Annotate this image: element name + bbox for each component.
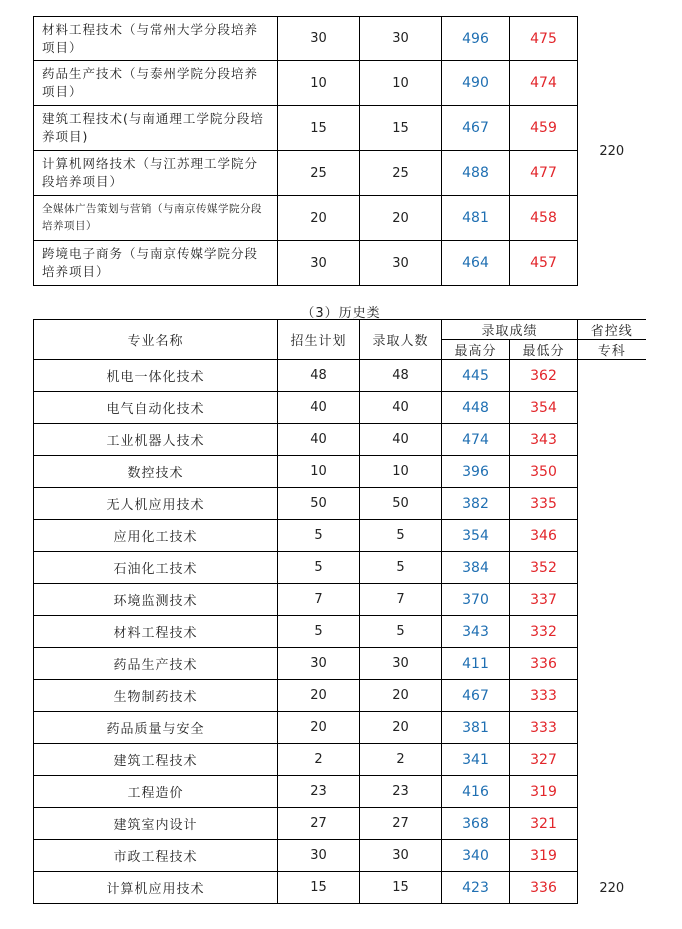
table-row xyxy=(34,584,646,616)
highest-score: 416 xyxy=(442,776,510,808)
admitted-count: 15 xyxy=(360,872,442,904)
major-name: 市政工程技术 xyxy=(34,840,278,872)
admitted-count: 23 xyxy=(360,776,442,808)
plan-count: 20 xyxy=(278,712,360,744)
highest-score: 384 xyxy=(442,552,510,584)
admitted-count: 5 xyxy=(360,552,442,584)
table-row xyxy=(34,552,646,584)
admitted-count: 20 xyxy=(360,196,442,241)
major-name: 应用化工技术 xyxy=(34,520,278,552)
table-row xyxy=(34,456,646,488)
table-row xyxy=(34,808,646,840)
major-name: 工程造价 xyxy=(34,776,278,808)
lowest-score: 333 xyxy=(510,712,578,744)
highest-score: 464 xyxy=(442,241,510,286)
control-line-value: 220 xyxy=(578,17,646,286)
plan-count: 10 xyxy=(278,61,360,106)
plan-count: 30 xyxy=(278,840,360,872)
major-name: 全媒体广告策划与营销（与南京传媒学院分段培养项目） xyxy=(34,196,278,241)
plan-count: 7 xyxy=(278,584,360,616)
highest-score: 382 xyxy=(442,488,510,520)
plan-count: 15 xyxy=(278,872,360,904)
admitted-count: 5 xyxy=(360,520,442,552)
plan-count: 40 xyxy=(278,392,360,424)
upper-admission-table xyxy=(33,16,646,286)
lowest-score: 457 xyxy=(510,241,578,286)
highest-score: 343 xyxy=(442,616,510,648)
table-row xyxy=(34,196,646,241)
admitted-count: 30 xyxy=(360,241,442,286)
highest-score: 370 xyxy=(442,584,510,616)
table-row xyxy=(34,520,646,552)
major-name: 环境监测技术 xyxy=(34,584,278,616)
lowest-score: 343 xyxy=(510,424,578,456)
plan-count: 25 xyxy=(278,151,360,196)
highest-score: 474 xyxy=(442,424,510,456)
plan-count: 27 xyxy=(278,808,360,840)
highest-score: 354 xyxy=(442,520,510,552)
table-row xyxy=(34,360,646,392)
plan-count: 48 xyxy=(278,360,360,392)
major-name: 药品生产技术 xyxy=(34,648,278,680)
header-lowest: 最低分 xyxy=(510,340,578,360)
major-name: 建筑工程技术(与南通理工学院分段培养项目) xyxy=(34,106,278,151)
plan-count: 30 xyxy=(278,241,360,286)
table-row xyxy=(34,392,646,424)
plan-count: 30 xyxy=(278,648,360,680)
section-title: （3）历史类 xyxy=(301,306,381,321)
plan-count: 5 xyxy=(278,520,360,552)
highest-score: 488 xyxy=(442,151,510,196)
highest-score: 496 xyxy=(442,17,510,61)
highest-score: 411 xyxy=(442,648,510,680)
plan-count: 10 xyxy=(278,456,360,488)
lowest-score: 350 xyxy=(510,456,578,488)
highest-score: 368 xyxy=(442,808,510,840)
table-row xyxy=(34,616,646,648)
lowest-score: 335 xyxy=(510,488,578,520)
admitted-count: 50 xyxy=(360,488,442,520)
major-name: 药品质量与安全 xyxy=(34,712,278,744)
admitted-count: 20 xyxy=(360,712,442,744)
plan-count: 2 xyxy=(278,744,360,776)
major-name: 跨境电子商务（与南京传媒学院分段培养项目） xyxy=(34,241,278,286)
table-row xyxy=(34,648,646,680)
major-name: 机电一体化技术 xyxy=(34,360,278,392)
plan-count: 20 xyxy=(278,680,360,712)
admitted-count: 40 xyxy=(360,392,442,424)
plan-count: 5 xyxy=(278,616,360,648)
header-control-sub: 专科 xyxy=(578,340,646,360)
table-row xyxy=(34,680,646,712)
admitted-count: 7 xyxy=(360,584,442,616)
plan-count: 23 xyxy=(278,776,360,808)
lowest-score: 319 xyxy=(510,776,578,808)
admitted-count: 25 xyxy=(360,151,442,196)
table-row xyxy=(34,424,646,456)
highest-score: 467 xyxy=(442,680,510,712)
major-name: 无人机应用技术 xyxy=(34,488,278,520)
highest-score: 490 xyxy=(442,61,510,106)
table-row xyxy=(34,17,646,61)
major-name: 建筑室内设计 xyxy=(34,808,278,840)
admitted-count: 2 xyxy=(360,744,442,776)
major-name: 材料工程技术 xyxy=(34,616,278,648)
major-name: 材料工程技术（与常州大学分段培养项目） xyxy=(34,17,278,61)
admitted-count: 5 xyxy=(360,616,442,648)
table-row xyxy=(34,106,646,151)
major-name: 数控技术 xyxy=(34,456,278,488)
lowest-score: 333 xyxy=(510,680,578,712)
admitted-count: 10 xyxy=(360,456,442,488)
table-row xyxy=(34,744,646,776)
admitted-count: 30 xyxy=(360,840,442,872)
lowest-score: 327 xyxy=(510,744,578,776)
history-admission-table xyxy=(33,319,646,904)
admitted-count: 40 xyxy=(360,424,442,456)
highest-score: 341 xyxy=(442,744,510,776)
table-row xyxy=(34,872,646,904)
lowest-score: 336 xyxy=(510,648,578,680)
header-highest: 最高分 xyxy=(442,340,510,360)
major-name: 生物制药技术 xyxy=(34,680,278,712)
table-row xyxy=(34,712,646,744)
control-line-value: 220 xyxy=(578,360,646,904)
highest-score: 381 xyxy=(442,712,510,744)
admitted-count: 48 xyxy=(360,360,442,392)
admitted-count: 10 xyxy=(360,61,442,106)
lowest-score: 337 xyxy=(510,584,578,616)
header-control-line: 省控线 xyxy=(578,320,646,340)
plan-count: 15 xyxy=(278,106,360,151)
major-name: 计算机应用技术 xyxy=(34,872,278,904)
major-name: 石油化工技术 xyxy=(34,552,278,584)
highest-score: 423 xyxy=(442,872,510,904)
lowest-score: 321 xyxy=(510,808,578,840)
plan-count: 20 xyxy=(278,196,360,241)
highest-score: 467 xyxy=(442,106,510,151)
admitted-count: 30 xyxy=(360,648,442,680)
lowest-score: 352 xyxy=(510,552,578,584)
lowest-score: 474 xyxy=(510,61,578,106)
lowest-score: 475 xyxy=(510,17,578,61)
lowest-score: 319 xyxy=(510,840,578,872)
plan-count: 5 xyxy=(278,552,360,584)
major-name: 电气自动化技术 xyxy=(34,392,278,424)
admitted-count: 15 xyxy=(360,106,442,151)
header-plan: 招生计划 xyxy=(278,320,360,360)
highest-score: 481 xyxy=(442,196,510,241)
admitted-count: 27 xyxy=(360,808,442,840)
table-row xyxy=(34,840,646,872)
lowest-score: 354 xyxy=(510,392,578,424)
highest-score: 448 xyxy=(442,392,510,424)
major-name: 建筑工程技术 xyxy=(34,744,278,776)
plan-count: 50 xyxy=(278,488,360,520)
lowest-score: 362 xyxy=(510,360,578,392)
table-row xyxy=(34,776,646,808)
lowest-score: 332 xyxy=(510,616,578,648)
highest-score: 445 xyxy=(442,360,510,392)
header-major: 专业名称 xyxy=(34,320,278,360)
lowest-score: 459 xyxy=(510,106,578,151)
highest-score: 340 xyxy=(442,840,510,872)
admitted-count: 30 xyxy=(360,17,442,61)
major-name: 工业机器人技术 xyxy=(34,424,278,456)
plan-count: 30 xyxy=(278,17,360,61)
admitted-count: 20 xyxy=(360,680,442,712)
plan-count: 40 xyxy=(278,424,360,456)
header-admitted: 录取人数 xyxy=(360,320,442,360)
table-row xyxy=(34,151,646,196)
table-row xyxy=(34,488,646,520)
lowest-score: 477 xyxy=(510,151,578,196)
major-name: 药品生产技术（与泰州学院分段培养项目） xyxy=(34,61,278,106)
header-scores: 录取成绩 xyxy=(442,320,578,340)
highest-score: 396 xyxy=(442,456,510,488)
table-row xyxy=(34,241,646,286)
lowest-score: 458 xyxy=(510,196,578,241)
table-row xyxy=(34,61,646,106)
lowest-score: 346 xyxy=(510,520,578,552)
lowest-score: 336 xyxy=(510,872,578,904)
major-name: 计算机网络技术（与江苏理工学院分段培养项目） xyxy=(34,151,278,196)
